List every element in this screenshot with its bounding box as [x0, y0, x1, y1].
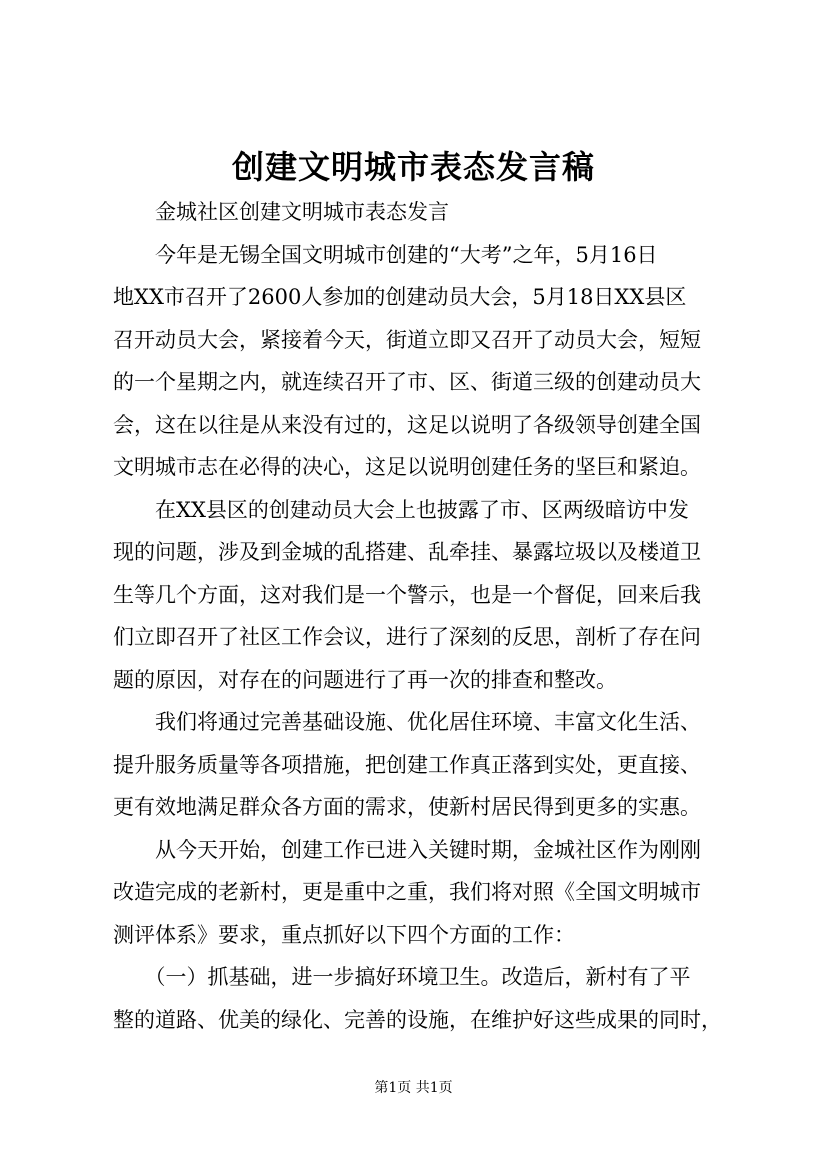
paragraph-line: 现的问题，涉及到金城的乱搭建、乱牵挂、暴露垃圾以及楼道卫	[113, 540, 701, 564]
paragraph-line: 们立即召开了社区工作会议，进行了深刻的反思，剖析了存在问	[113, 625, 701, 649]
document-title: 创建文明城市表态发言稿	[231, 148, 595, 186]
paragraph-line: 改造完成的老新村，更是重中之重，我们将对照《全国文明城市	[113, 880, 701, 904]
paragraph-line: （一）抓基础，进一步搞好环境卫生。改造后，新村有了平	[113, 965, 691, 989]
paragraph-line: 地XX市召开了2600人参加的创建动员大会，5月18日XX县区	[113, 285, 687, 309]
paragraph-line: 金城社区创建文明城市表态发言	[113, 200, 449, 224]
paragraph-line: 更有效地满足群众各方面的需求，使新村居民得到更多的实惠。	[113, 795, 701, 819]
paragraph-line: 的一个星期之内，就连续召开了市、区、街道三级的创建动员大	[113, 370, 701, 394]
paragraph-line: 今年是无锡全国文明城市创建的“大考”之年，5月16日	[113, 243, 658, 267]
paragraph-line: 文明城市志在必得的决心，这足以说明创建任务的坚巨和紧迫。	[113, 455, 701, 479]
paragraph-line: 我们将通过完善基础设施、优化居住环境、丰富文化生活、	[113, 710, 701, 734]
paragraph-line: 生等几个方面，这对我们是一个警示，也是一个督促，回来后我	[113, 583, 701, 607]
paragraph-line: 整的道路、优美的绿化、完善的设施，在维护好这些成果的同时，	[113, 1008, 722, 1032]
paragraph-line: 提升服务质量等各项措施，把创建工作真正落到实处，更直接、	[113, 753, 701, 777]
paragraph-line: 在XX县区的创建动员大会上也披露了市、区两级暗访中发	[113, 498, 689, 522]
paragraph-line: 从今天开始，创建工作已进入关键时期，金城社区作为刚刚	[113, 838, 701, 862]
paragraph-line: 会，这在以往是从来没有过的，这足以说明了各级领导创建全国	[113, 413, 701, 437]
paragraph-line: 题的原因，对存在的问题进行了再一次的排查和整改。	[113, 668, 617, 692]
paragraph-line: 召开动员大会，紧接着今天，街道立即又召开了动员大会，短短	[113, 328, 701, 352]
page-footer: 第1页 共1页	[374, 1080, 453, 1096]
paragraph-line: 测评体系》要求，重点抓好以下四个方面的工作：	[113, 923, 575, 947]
